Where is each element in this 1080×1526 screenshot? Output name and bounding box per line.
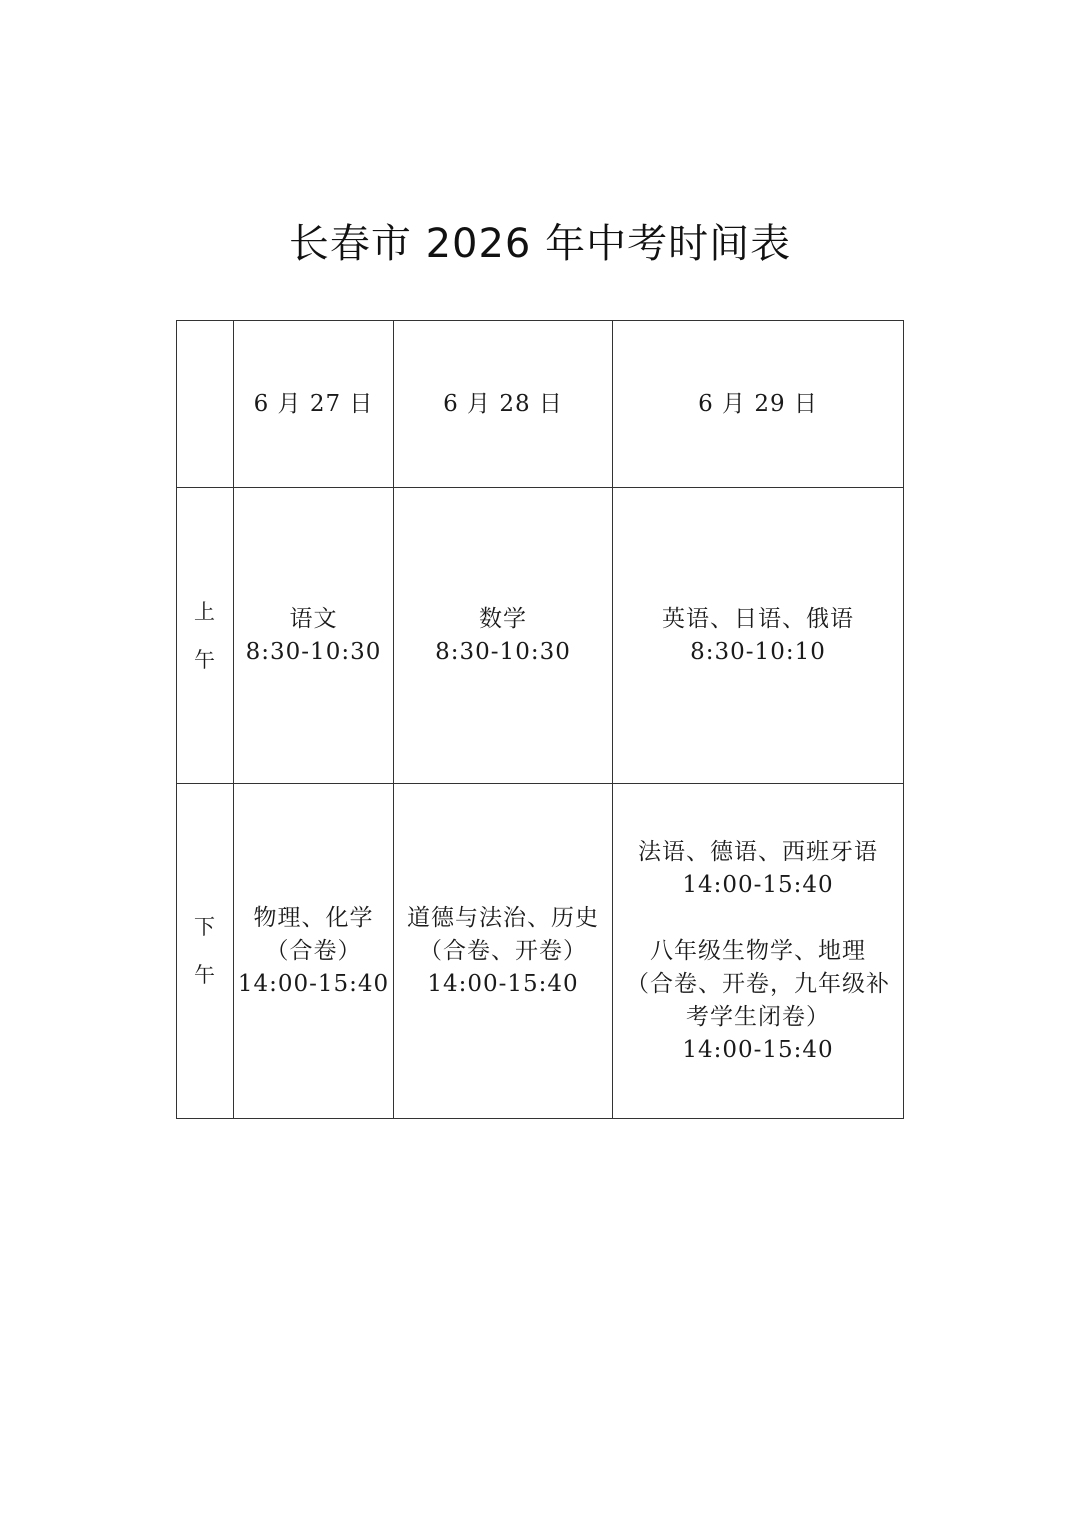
afternoon-label-top: 下 bbox=[194, 915, 216, 939]
exam-note: （合卷、开卷） bbox=[419, 937, 587, 964]
exam-schedule-table bbox=[176, 320, 904, 1119]
exam-subject: 英语、日语、俄语 bbox=[662, 605, 854, 632]
exam-subject: 物理、化学 bbox=[253, 904, 374, 931]
morning-label-cell bbox=[177, 488, 234, 784]
corner-cell bbox=[177, 321, 234, 488]
exam-note: 考学生闭卷） bbox=[686, 1003, 830, 1030]
exam-time: 8:30-10:10 bbox=[690, 638, 826, 665]
exam-subject: 八年级生物学、地理 bbox=[650, 937, 866, 964]
date-cell-day1: 6 月 27 日 bbox=[234, 321, 394, 488]
exam-subject: 语文 bbox=[289, 605, 338, 632]
exam-subject: 道德与法治、历史 bbox=[407, 904, 599, 931]
exam-note: （合卷） bbox=[265, 937, 362, 964]
exam-time: 14:00-15:40 bbox=[682, 871, 834, 898]
morning-label-bottom: 午 bbox=[194, 647, 216, 672]
exam-time: 14:00-15:40 bbox=[427, 970, 579, 997]
exam-subject: 法语、德语、西班牙语 bbox=[638, 838, 878, 865]
date-cell-day2: 6 月 28 日 bbox=[394, 321, 613, 488]
afternoon-label-cell bbox=[177, 784, 234, 1119]
afternoon-label-bottom: 午 bbox=[194, 963, 216, 987]
exam-time: 8:30-10:30 bbox=[435, 638, 571, 665]
date-cell-day3: 6 月 29 日 bbox=[613, 321, 904, 488]
page-title: 长春市 2026 年中考时间表 bbox=[288, 221, 792, 267]
exam-time: 8:30-10:30 bbox=[245, 638, 382, 665]
exam-time: 14:00-15:40 bbox=[682, 1036, 834, 1063]
exam-note: （合卷、开卷，九年级补 bbox=[626, 970, 890, 997]
afternoon-cell-day1 bbox=[234, 784, 394, 1119]
morning-cell-day2 bbox=[394, 488, 613, 784]
afternoon-row bbox=[177, 784, 904, 1119]
morning-cell-day1 bbox=[234, 488, 394, 784]
exam-subject: 数学 bbox=[479, 605, 527, 632]
afternoon-cell-day3 bbox=[613, 784, 904, 1119]
morning-cell-day3 bbox=[613, 488, 904, 784]
afternoon-cell-day2 bbox=[394, 784, 613, 1119]
morning-label-top: 上 bbox=[194, 599, 216, 624]
exam-time: 14:00-15:40 bbox=[237, 970, 390, 997]
spacer bbox=[613, 902, 903, 935]
table-header-row bbox=[177, 321, 904, 488]
morning-row bbox=[177, 488, 904, 784]
